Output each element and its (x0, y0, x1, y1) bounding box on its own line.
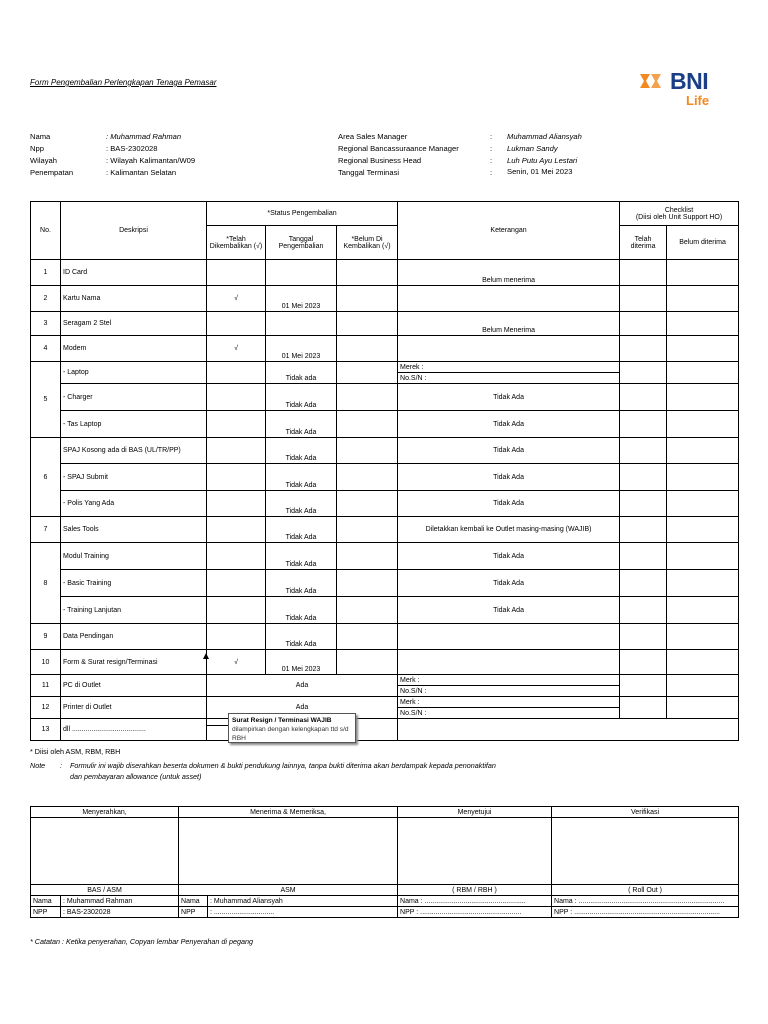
asm-label: Area Sales Manager (338, 132, 408, 141)
row-no: 13 (31, 719, 61, 741)
employee-npp-value: : BAS-2302028 (106, 144, 158, 153)
row-desc: - SPAJ Submit (61, 464, 207, 491)
employee-wilayah-label: Wilayah (30, 156, 58, 165)
table-row (31, 624, 739, 650)
row-ket: Tidak Ada (398, 411, 620, 438)
comment-body: dilampirkan dengan kelengkapan ttd s/d RBH (232, 726, 349, 742)
checkmark: √ (207, 650, 266, 675)
rbh-label: Regional Business Head (338, 156, 422, 165)
bni-logo-mark-icon (638, 72, 666, 90)
sign-nama-rbm: Nama : .................................................... (398, 896, 552, 907)
rbm-value: Lukman Sandy (507, 144, 558, 153)
note-label: Note (30, 761, 46, 770)
header-no: No. (31, 202, 61, 260)
table-row (31, 464, 739, 491)
tanggal-terminasi-value: Senin, 01 Mei 2023 (507, 167, 573, 176)
sign-npp-asm: : ............................... (208, 907, 398, 918)
comment-title: Surat Resign / Terminasi WAJIB (232, 717, 332, 724)
sign-npp-label: NPP (31, 907, 61, 918)
row-desc: - Training Lanjutan (61, 597, 207, 624)
table-row (31, 336, 739, 362)
sign-nama-rollout: Nama : ........................................................................... (552, 896, 739, 907)
employee-penempatan-label: Penempatan (30, 168, 74, 177)
tanggal-terminasi-label: Tanggal Terminasi (338, 168, 400, 177)
note-line-2: dan pembayaran allowance (untuk asset) (70, 772, 202, 781)
employee-npp-label: Npp (30, 144, 44, 153)
row-date: Tidak Ada (266, 411, 337, 438)
row-desc: Printer di Outlet (61, 697, 207, 719)
row-desc: dll ...................................... (61, 719, 207, 741)
signature-box-rollout[interactable] (552, 818, 739, 885)
row-ket: Tidak Ada (398, 543, 620, 570)
row-desc: Seragam 2 Stel (61, 312, 207, 336)
header-tanggal: Tanggal Pengembalian (266, 226, 337, 260)
rbh-colon: : (490, 156, 493, 165)
header-belum-diterima: Belum diterima (667, 226, 739, 260)
row-no: 8 (31, 543, 61, 624)
catatan: * Catatan : Ketika penyerahan, Copyan lembar Penyerahan di pegang (30, 937, 253, 946)
table-row (31, 384, 739, 411)
header-checklist-sub: (Diisi oleh Unit Support HO) (635, 213, 723, 221)
signature-box-asm[interactable] (179, 818, 398, 885)
row-ket: Tidak Ada (398, 491, 620, 517)
header-checklist-title: Checklist (664, 206, 694, 214)
table-row (31, 650, 739, 675)
asm-colon: : (490, 132, 493, 141)
sign-nama-label: Nama (179, 896, 208, 907)
row-date: 01 Mei 2023 (266, 336, 337, 362)
row-ket: Belum Menerima (398, 312, 620, 336)
table-row (31, 362, 739, 373)
row-no: 6 (31, 438, 61, 517)
footnote-diisi: * Diisi oleh ASM, RBM, RBH (30, 747, 121, 756)
merk-field: Merk : (398, 697, 620, 708)
row-desc: Form & Surat resign/Terminasi (61, 650, 207, 675)
sign-npp-label: NPP (179, 907, 208, 918)
signature-box-rbm[interactable] (398, 818, 552, 885)
row-date: Tidak Ada (266, 570, 337, 597)
sign-role-rollout: ( Roll Out ) (552, 885, 739, 896)
table-row (31, 697, 739, 708)
table-row (31, 543, 739, 570)
table-row (31, 438, 739, 464)
nosn-field: No.S/N : (398, 708, 620, 719)
row-date: Tidak Ada (266, 624, 337, 650)
row-no: 1 (31, 260, 61, 286)
signature-table (30, 806, 739, 918)
row-no: 2 (31, 286, 61, 312)
row-desc: - Polis Yang Ada (61, 491, 207, 517)
row-date: Tidak Ada (266, 438, 337, 464)
table-row (31, 719, 739, 741)
sign-nama-bas: : Muhammad Rahman (61, 896, 179, 907)
row-date: Tidak Ada (266, 543, 337, 570)
row-desc: - Tas Laptop (61, 411, 207, 438)
table-row (31, 260, 739, 286)
row-date: Tidak Ada (266, 597, 337, 624)
header-checklist (620, 202, 739, 226)
tanggal-terminasi-colon: : (490, 168, 493, 177)
row-no: 9 (31, 624, 61, 650)
row-desc: Data Pendingan (61, 624, 207, 650)
table-row (31, 597, 739, 624)
logo-life-text: Life (686, 93, 710, 108)
note-line-1: Formulir ini wajib diserahkan beserta dokumen & bukti pendukung lainnya, tanpa bukti diterima akan berdampak kepada penonaktifan (70, 761, 496, 770)
row-ket: Tidak Ada (398, 464, 620, 491)
sign-header-menyetujui: Menyetujui (398, 807, 552, 818)
row-date: Tidak Ada (266, 517, 337, 543)
sign-role-rbm: ( RBM / RBH ) (398, 885, 552, 896)
header-telah-diterima: Telah diterima (620, 226, 667, 260)
logo-bni-text: BNI (670, 68, 709, 94)
header-telah: *Telah Dikembalikan (√) (207, 226, 266, 260)
employee-wilayah-value: : Wilayah Kalimantan/W09 (106, 156, 196, 165)
row-date: 01 Mei 2023 (266, 650, 337, 675)
table-row (31, 675, 739, 686)
checkmark: √ (207, 336, 266, 362)
sign-npp-bas: : BAS-2302028 (61, 907, 179, 918)
row-ket: Diletakkan kembali ke Outlet masing-masing (WAJIB) (398, 517, 620, 543)
bni-life-logo (636, 68, 726, 112)
row-status: Ada (207, 697, 398, 719)
employee-nama-label: Nama (30, 132, 51, 141)
header-belum: *Belum Di Kembalikan (√) (337, 226, 398, 260)
nosn-field: No.S/N : (398, 686, 620, 697)
row-date: Tidak ada (266, 362, 337, 384)
sign-nama-label: Nama (31, 896, 61, 907)
row-desc: - Charger (61, 384, 207, 411)
sign-header-menerima: Menerima & Memeriksa, (179, 807, 398, 818)
row-no: 5 (31, 362, 61, 438)
sign-npp-rollout: NPP : ........................................................................... (552, 907, 739, 918)
sign-nama-asm: : Muhammad Aliansyah (208, 896, 398, 907)
comment-connector (206, 655, 207, 725)
nosn-field: No.S/N : (398, 373, 620, 384)
row-no: 7 (31, 517, 61, 543)
sign-role-bas: BAS / ASM (31, 885, 179, 896)
comment-tooltip[interactable] (228, 713, 356, 743)
signature-box-bas[interactable] (31, 818, 179, 885)
row-desc: SPAJ Kosong ada di BAS (UL/TR/PP) (61, 438, 207, 464)
row-ket: Tidak Ada (398, 438, 620, 464)
row-desc: - Laptop (61, 362, 207, 384)
header-deskripsi: Deskripsi (61, 202, 207, 260)
sign-header-verifikasi: Verifikasi (552, 807, 739, 818)
sign-npp-rbm: NPP : .................................................... (398, 907, 552, 918)
header-status: *Status Pengembalian (207, 202, 398, 226)
row-desc: - Basic Training (61, 570, 207, 597)
table-row (31, 491, 739, 517)
table-row (31, 517, 739, 543)
comment-connector-h (206, 725, 228, 726)
asm-value: Muhammad Aliansyah (507, 132, 582, 141)
sign-role-asm: ASM (179, 885, 398, 896)
table-row (31, 411, 739, 438)
rbm-label: Regional Bancassuraance Manager (338, 144, 459, 153)
form-title: Form Pengembalian Perlengkapan Tenaga Pemasar (30, 78, 217, 87)
rbm-colon: : (490, 144, 493, 153)
table-row (31, 286, 739, 312)
rbh-value: Luh Putu Ayu Lestari (507, 156, 578, 165)
row-date: Tidak Ada (266, 491, 337, 517)
row-no: 11 (31, 675, 61, 697)
row-date: 01 Mei 2023 (266, 286, 337, 312)
table-row (31, 312, 739, 336)
note-colon: : (60, 761, 62, 770)
row-no: 10 (31, 650, 61, 675)
row-date: Tidak Ada (266, 464, 337, 491)
row-no: 12 (31, 697, 61, 719)
row-desc: Modul Training (61, 543, 207, 570)
row-desc: Sales Tools (61, 517, 207, 543)
row-desc: PC di Outlet (61, 675, 207, 697)
row-ket: Tidak Ada (398, 570, 620, 597)
checkmark: √ (207, 286, 266, 312)
row-desc: Kartu Nama (61, 286, 207, 312)
employee-nama-value: : Muhammad Rahman (106, 132, 182, 141)
return-items-table (30, 201, 739, 741)
row-ket: Belum menerima (398, 260, 620, 286)
employee-penempatan-value: : Kalimantan Selatan (106, 168, 177, 177)
row-date: Tidak Ada (266, 384, 337, 411)
row-desc: ID Card (61, 260, 207, 286)
row-ket: Tidak Ada (398, 384, 620, 411)
row-no: 3 (31, 312, 61, 336)
row-no: 4 (31, 336, 61, 362)
row-desc: Modem (61, 336, 207, 362)
row-status: Ada (207, 675, 398, 697)
sign-header-menyerahkan: Menyerahkan, (31, 807, 179, 818)
row-ket: Tidak Ada (398, 597, 620, 624)
table-row (31, 570, 739, 597)
header-keterangan: Keterangan (398, 202, 620, 260)
merk-field: Merk : (398, 675, 620, 686)
merek-field: Merek : (398, 362, 620, 373)
